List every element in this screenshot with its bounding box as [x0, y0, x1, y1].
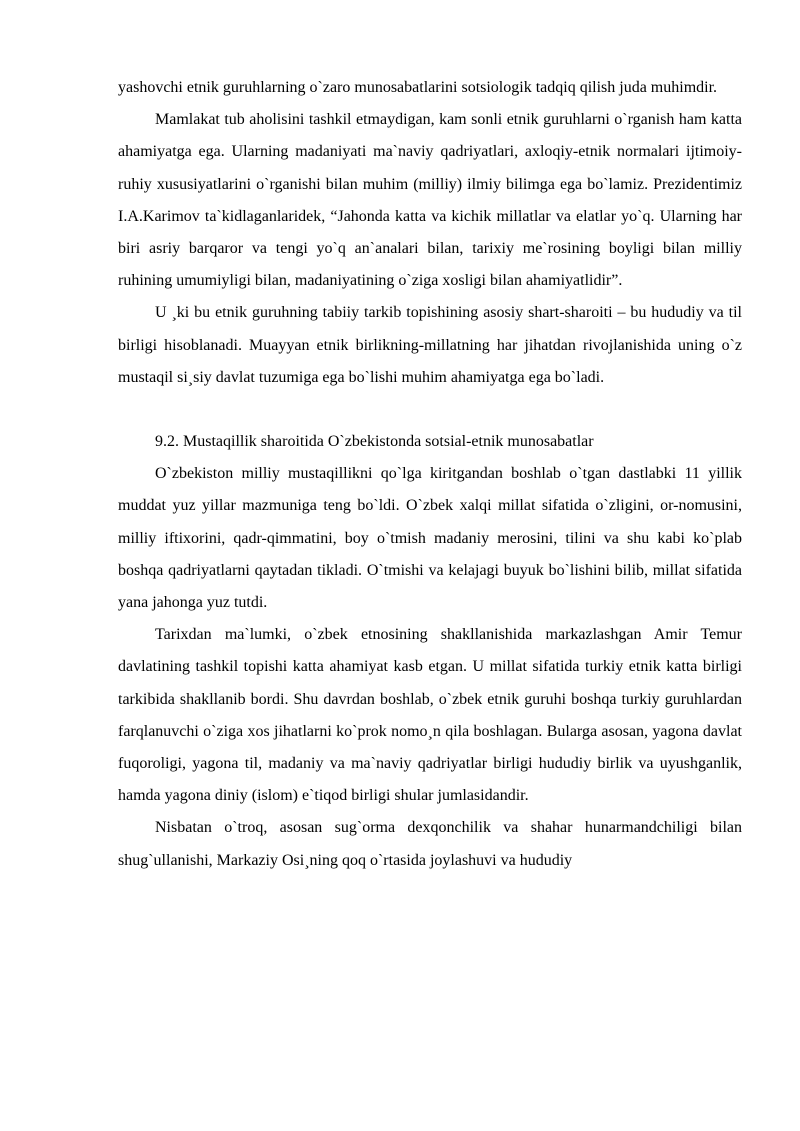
paragraph-continuation: yashovchi etnik guruhlarning o`zaro munosabatlarini sotsiologik tadqiq qilish juda muhimdir.: [118, 79, 718, 96]
paragraph-ethnic-minorities: Mamlakat tub aholisini tashkil etmaydigan, kam sonli etnik guruhlarni o`rganish ham katta ahamiyatga ega. Ularning madaniyati ma`naviy qadriyatlari, axloqiy-etnik normalari ijtimoiy-ruhiy xususiyatlarini o`rganishi bilan muhim (milliy) ilmiy bilimga ega bo`lamiz. Prezidentimiz I.A.Karimov ta`kidlaganlaridek, “Jahonda katta va kichik millatlar va elatlar yo`q. Ularning har biri asriy barqaror va tengi yo`q an`analari bilan, tarixiy me`rosining boyligi bilan milliy ruhining umumiyligi bilan, madaniyatining o`ziga xosligi bilan ahamiyatlidir”.: [118, 111, 742, 290]
paragraph-history: Tarixdan ma`lumki, o`zbek etnosining shakllanishida markazlashgan Amir Temur davlatining tashkil topishi katta ahamiyat kasb etgan. U millat sifatida turkiy etnik katta birligi tarkibida shakllanib bordi. Shu davrdan boshlab, o`zbek etnik guruhi boshqa turkiy guruhlardan farqlanuvchi o`ziga xos jihatlarni ko`prok nomo¸n qila boshlagan. Bularga asosan, yagona davlat fuqoroligi, yagona til, madaniy va ma`naviy qadriyatlar birligi hududiy birlik va uyushganlik, hamda yagona diniy (islom) e`tiqod birligi shular jumlasidandir.: [118, 626, 742, 805]
section-heading: 9.2. Mustaqillik sharoitida O`zbekistonda sotsial-etnik munosabatlar: [155, 433, 594, 451]
document-page: [118, 72, 742, 877]
paragraph-settled-life: Nisbatan o`troq, asosan sug`orma dexqonchilik va shahar hunarmandchiligi bilan shug`ullanishi, Markaziy Osi¸ning qoq o`rtasida joylashuvi va hududiy: [118, 819, 742, 869]
paragraph-territorial-unity: U ¸ki bu etnik guruhning tabiiy tarkib topishining asosiy shart-sharoiti – bu hududiy va til birligi hisoblanadi. Muayyan etnik birlikning-millatning har jihatdan rivojlanishida uning o`z mustaqil si¸siy davlat tuzumiga ega bo`lishi muhim ahamiyatga ega bo`ladi.: [118, 304, 742, 386]
paragraph-independence: O`zbekiston milliy mustaqillikni qo`lga kiritgandan boshlab o`tgan dastlabki 11 yillik muddat yuz yillar mazmuniga teng bo`ldi. O`zbek xalqi millat sifatida o`zligini, or-nomusini, milliy iftixorini, qadr-qimmatini, boy o`tmish madaniy merosini, tilini va shu kabi ko`plab boshqa qadriyatlarni qaytadan tikladi. O`tmishi va kelajagi buyuk bo`lishini bilib, millat sifatida yana jahonga yuz tutdi.: [118, 465, 742, 612]
